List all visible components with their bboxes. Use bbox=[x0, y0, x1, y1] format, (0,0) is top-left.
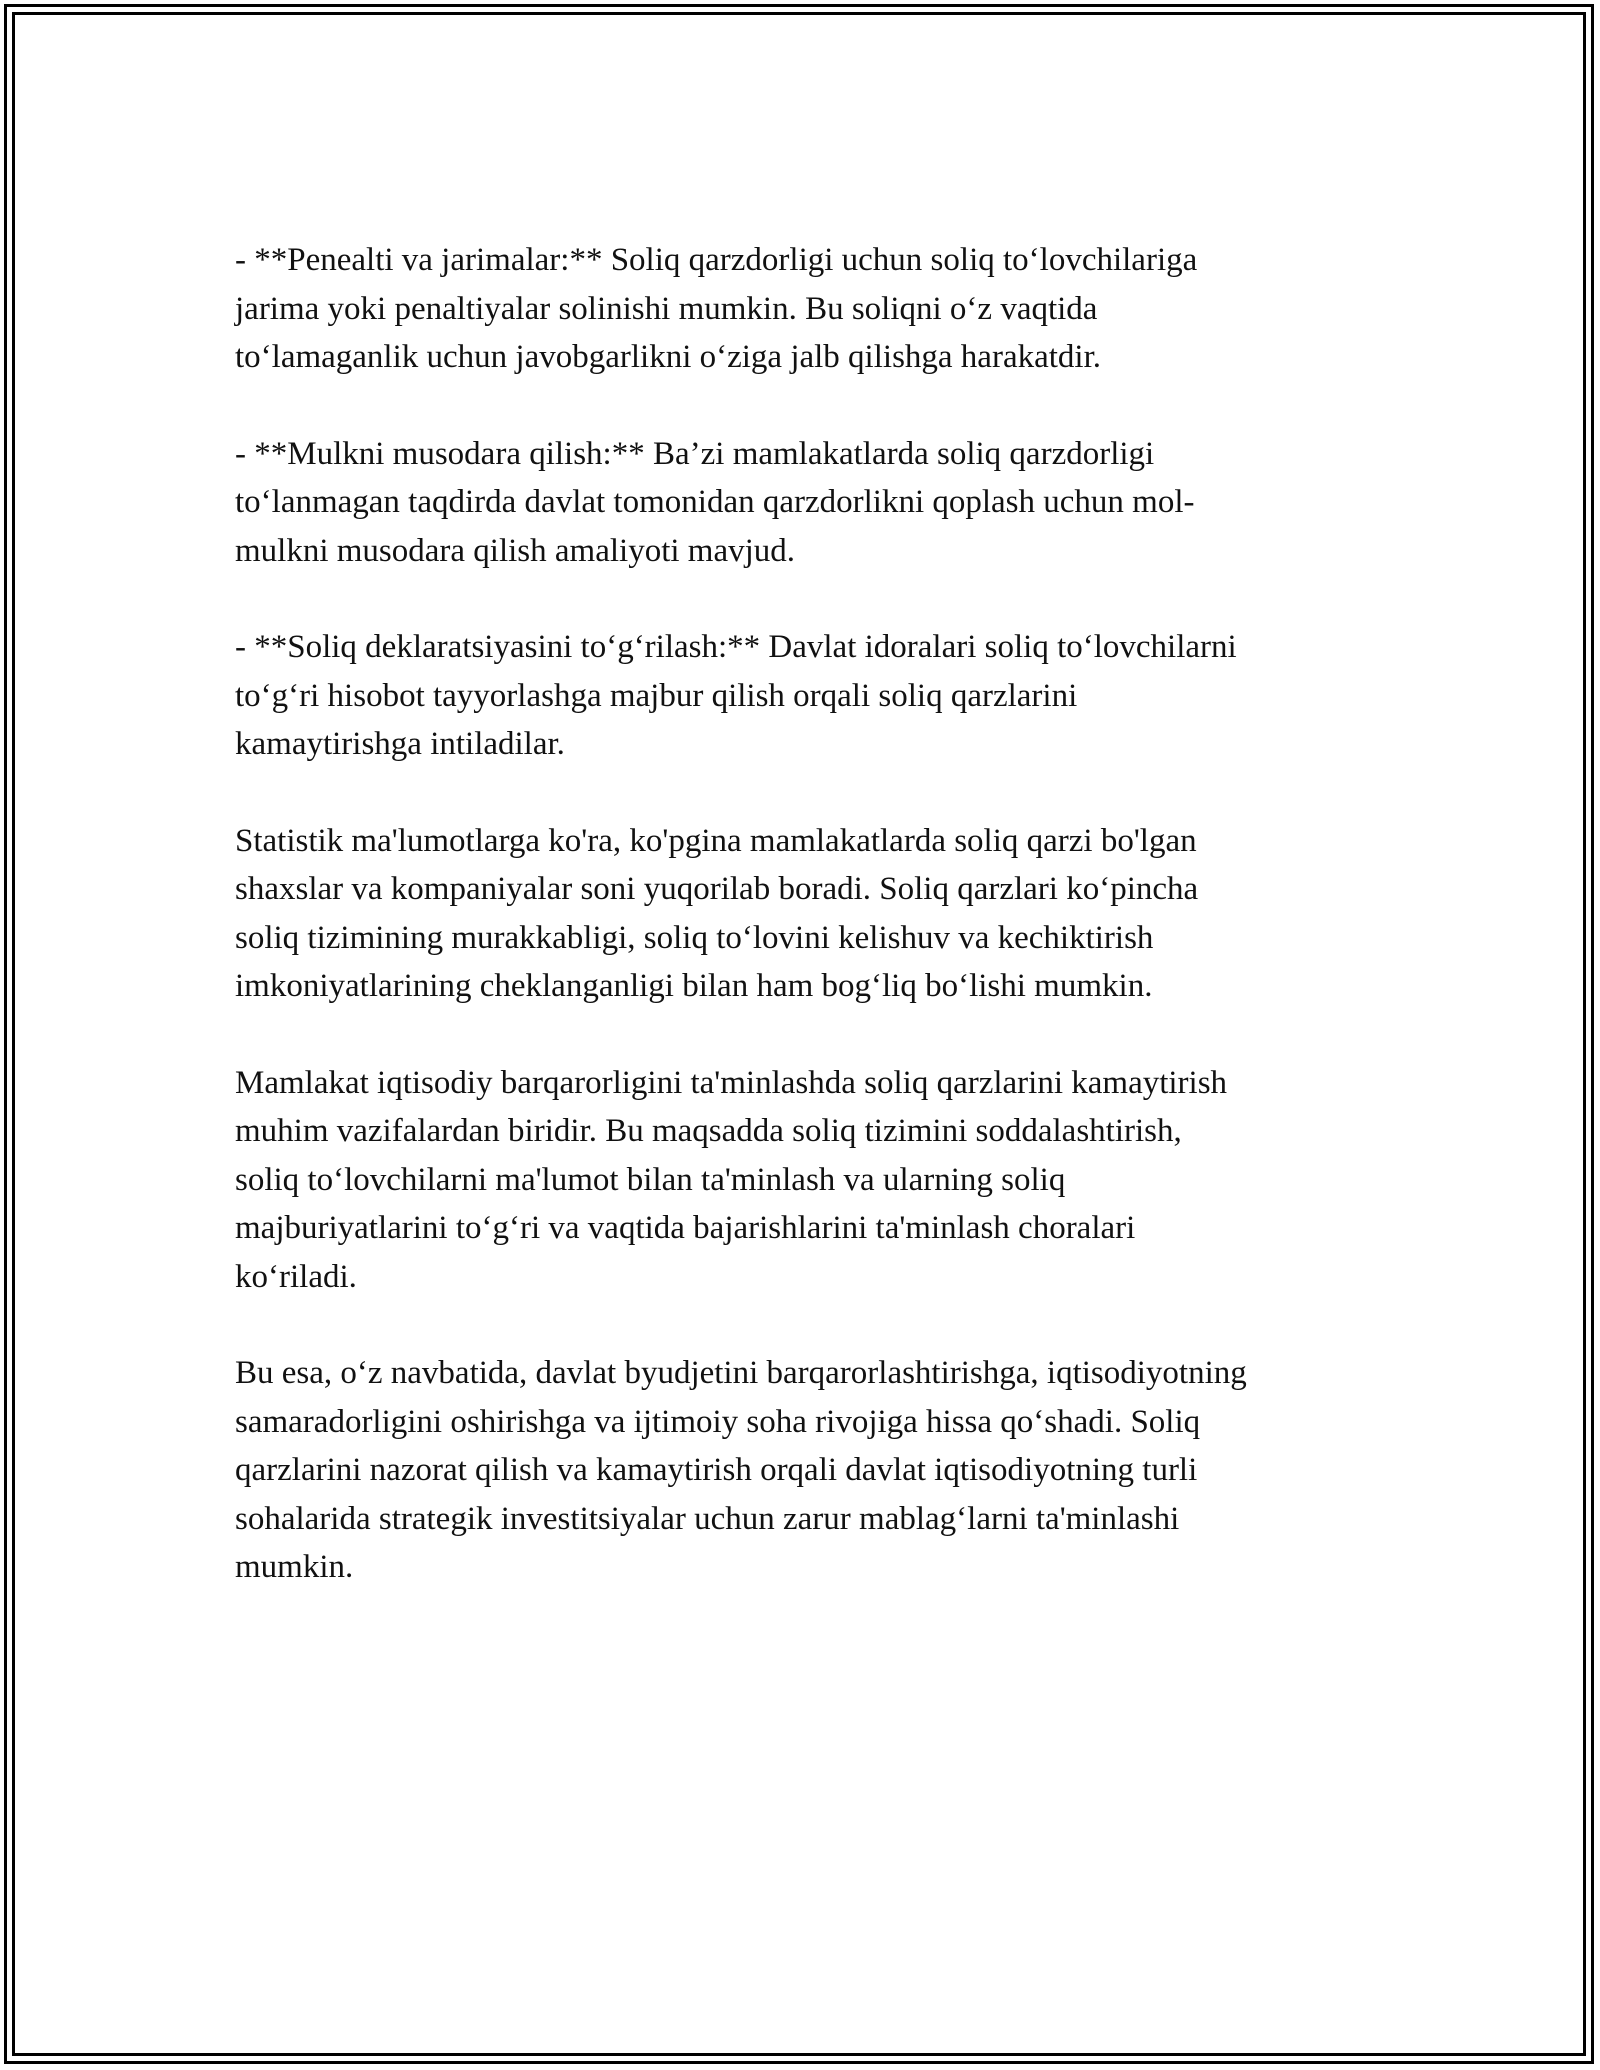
document-body bbox=[235, 236, 1375, 1640]
paragraph-penalties: - **Penealti va jarimalar:** Soliq qarzdorligi uchun soliq to‘lovchilariga jarima yoki penaltiyalar solinishi mumkin. Bu soliqni o‘z vaqtida to‘lamaganlik uchun javobgarlikni o‘ziga jalb qilishga harakatdir. bbox=[235, 242, 1198, 375]
paragraph-budget-impact: Bu esa, o‘z navbatida, davlat byudjetini barqarorlashtirishga, iqtisodiyotning samaradorligini oshirishga va ijtimoiy soha rivojiga hissa qo‘shadi. Soliq qarzlarini nazorat qilish va kamaytirish orqali davlat iqtisodiyotning turli sohalarida strategik investitsiyalar uchun zarur mablag‘larni ta'minlashi mumkin. bbox=[235, 1355, 1247, 1585]
paragraph-declaration-correction: - **Soliq deklaratsiyasini to‘g‘rilash:** Davlat idoralari soliq to‘lovchilarni to‘g‘ri hisobot tayyorlashga majbur qilish orqali soliq qarzlarini kamaytirishga intiladilar. bbox=[235, 629, 1237, 762]
paragraph-statistics: Statistik ma'lumotlarga ko'ra, ko'pgina mamlakatlarda soliq qarzi bo'lgan shaxslar va kompaniyalar soni yuqorilab boradi. Soliq qarzlari ko‘pincha soliq tizimining murakkabligi, soliq to‘lovini kelishuv va kechiktirish imkoniyatlarining cheklanganligi bilan ham bog‘liq bo‘lishi mumkin. bbox=[235, 822, 1199, 1004]
paragraph-economic-stability: Mamlakat iqtisodiy barqarorligini ta'minlashda soliq qarzlarini kamaytirish muhim vazifalardan biridir. Bu maqsadda soliq tizimini soddalashtirish, soliq to‘lovchilarni ma'lumot bilan ta'minlash va ularning soliq majburiyatlarini to‘g‘ri va vaqtida bajarishlarini ta'minlash choralari ko‘riladi. bbox=[235, 1064, 1228, 1295]
paragraph-property-seizure: - **Mulkni musodara qilish:** Ba’zi mamlakatlarda soliq qarzdorligi to‘lanmagan taqdirda davlat tomonidan qarzdorlikni qoplash uchun mol- mulkni musodara qilish amaliyoti mavjud. bbox=[235, 435, 1195, 569]
